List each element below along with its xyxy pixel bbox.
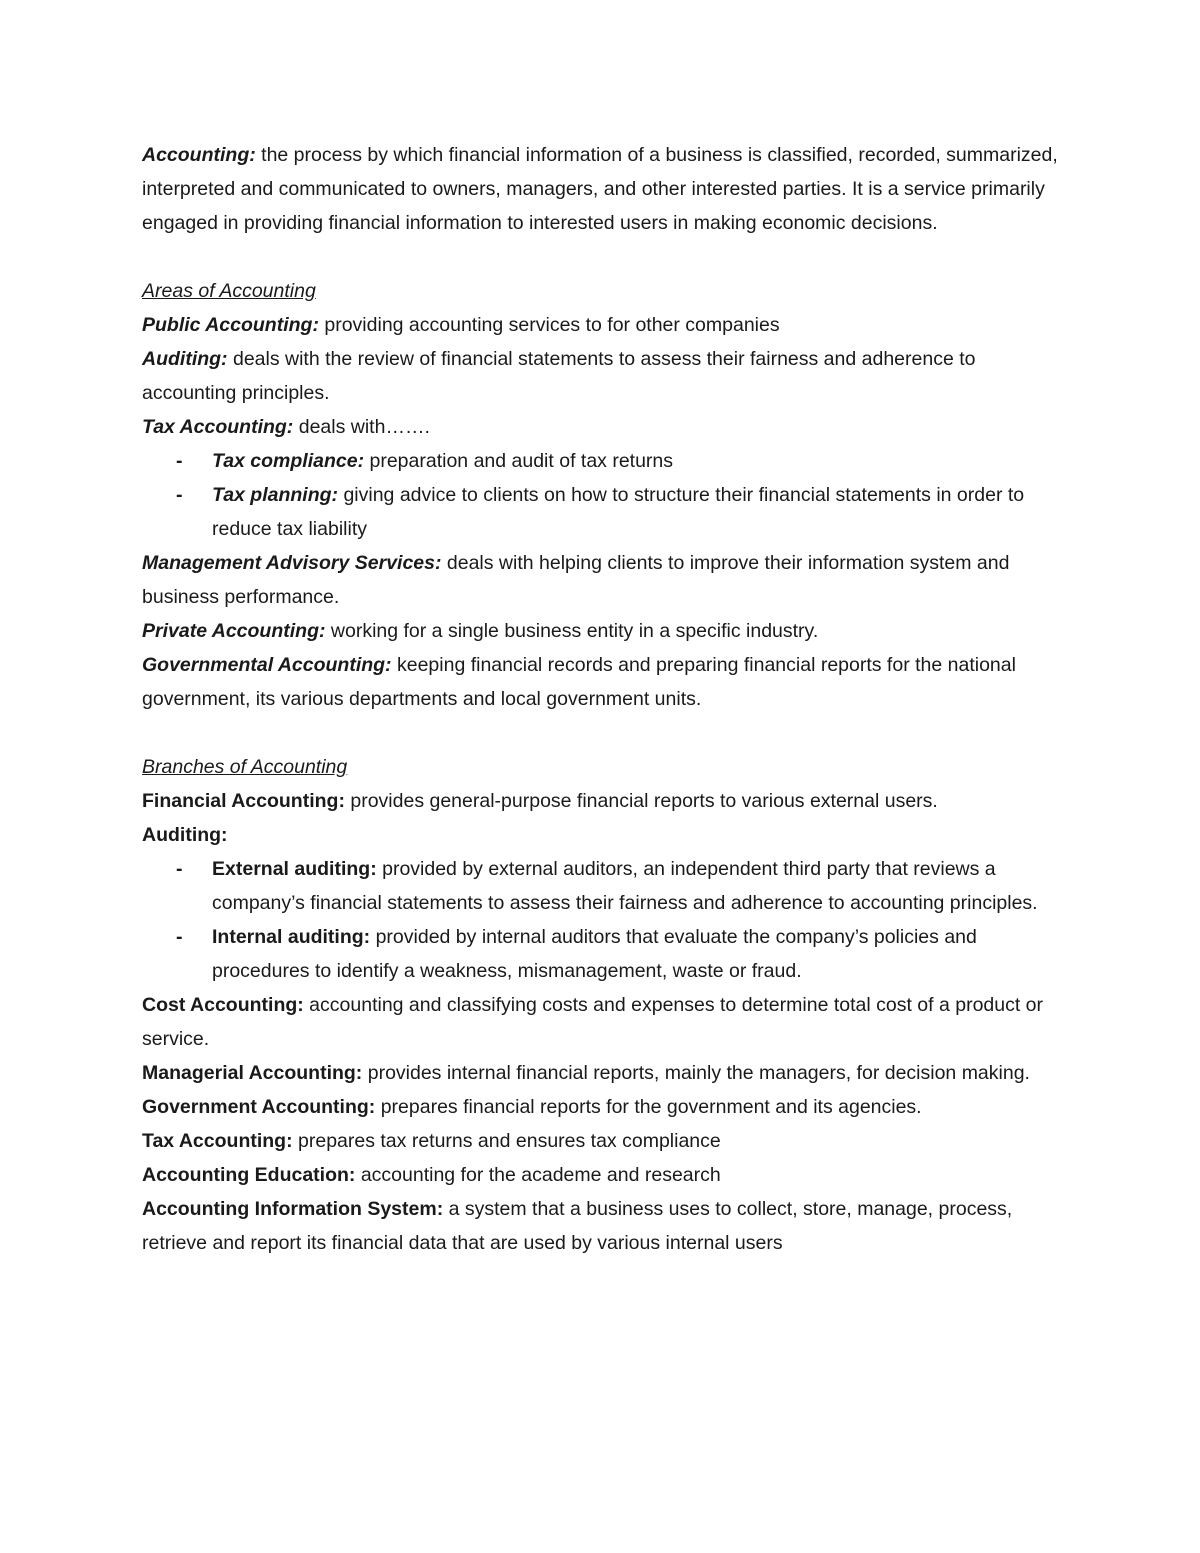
term-label: Management Advisory Services: [142,552,442,574]
bullet-tax-compliance [142,444,1058,478]
bullet-dash: - [176,926,183,948]
paragraph-gap [142,716,1058,750]
term-label: Cost Accounting: [142,994,304,1016]
branch-auditing [142,818,1058,852]
bullet-dash: - [176,450,183,472]
branch-government-accounting [142,1090,1058,1124]
branch-tax-accounting [142,1124,1058,1158]
definition-text: providing accounting services to for other companies [318,314,780,336]
term-label: Public Accounting: [142,314,319,336]
definition-text: provides general-purpose financial reports to various external users. [344,790,938,812]
intro-paragraph [142,138,1058,240]
definition-text: preparation and audit of tax returns [364,450,674,472]
bullet-external-auditing [142,852,1058,920]
definition-text: working for a single business entity in a specific industry. [325,620,819,642]
branch-accounting-education [142,1158,1058,1192]
definition-text: deals with helping clients to improve their information system and business performance. [142,552,1010,608]
definition-text: provided by internal auditors that evaluate the company’s policies and procedures to identify a weakness, mismanagement, waste or fraud. [212,926,977,982]
term-label: Tax Accounting: [142,1130,293,1152]
branch-financial-accounting [142,784,1058,818]
area-private-accounting [142,614,1058,648]
term-label: Auditing: [142,824,228,846]
definition-text: keeping financial records and preparing financial reports for the national government, its various departments and local government units. [142,654,1016,710]
document-page [142,138,1058,1260]
term-label: Accounting Education: [142,1164,356,1186]
term-label: Government Accounting: [142,1096,376,1118]
definition-text: a system that a business uses to collect, store, manage, process, retrieve and report its financial data that are used by various internal users [142,1198,1013,1254]
term-label: Financial Accounting: [142,790,345,812]
definition-text: provided by external auditors, an independent third party that reviews a company’s financial statements to assess their fairness and adherence to accounting principles. [212,858,1038,914]
definition-text: deals with the review of financial statements to assess their fairness and adherence to accounting principles. [142,348,976,404]
term-label: Governmental Accounting: [142,654,392,676]
branch-cost-accounting [142,988,1058,1056]
areas-heading: Areas of Accounting [142,280,316,302]
area-public-accounting [142,308,1058,342]
term-label: Managerial Accounting: [142,1062,363,1084]
definition-text: provides internal financial reports, mainly the managers, for decision making. [362,1062,1030,1084]
bullet-dash: - [176,858,183,880]
term-label: Tax Accounting: [142,416,294,438]
term-label: Auditing: [142,348,228,370]
paragraph-gap [142,240,1058,274]
term-label: Accounting: [142,144,256,166]
definition-text: accounting and classifying costs and expenses to determine total cost of a product or service. [142,994,1044,1050]
definition-text: deals with……. [293,416,430,438]
definition-text: giving advice to clients on how to structure their financial statements in order to reduce tax liability [212,484,1025,540]
term-label: External auditing: [212,858,377,880]
definition-text: prepares financial reports for the government and its agencies. [375,1096,922,1118]
term-label: Tax compliance: [212,450,365,472]
term-label: Private Accounting: [142,620,326,642]
branch-managerial-accounting [142,1056,1058,1090]
area-management-advisory [142,546,1058,614]
term-label: Accounting Information System: [142,1198,444,1220]
bullet-internal-auditing [142,920,1058,988]
definition-text: prepares tax returns and ensures tax compliance [292,1130,721,1152]
area-auditing [142,342,1058,410]
definition-text: accounting for the academe and research [355,1164,721,1186]
definition-text: the process by which financial information of a business is classified, recorded, summarized, interpreted and communicated to owners, managers, and other interested parties. It is a service primarily engaged in providing financial information to interested users in making economic decisions. [142,144,1058,234]
term-label: Tax planning: [212,484,339,506]
branches-heading: Branches of Accounting [142,756,348,778]
term-label: Internal auditing: [212,926,371,948]
branch-accounting-information-system [142,1192,1058,1260]
area-governmental-accounting [142,648,1058,716]
bullet-dash: - [176,484,183,506]
area-tax-accounting [142,410,1058,444]
bullet-tax-planning [142,478,1058,546]
